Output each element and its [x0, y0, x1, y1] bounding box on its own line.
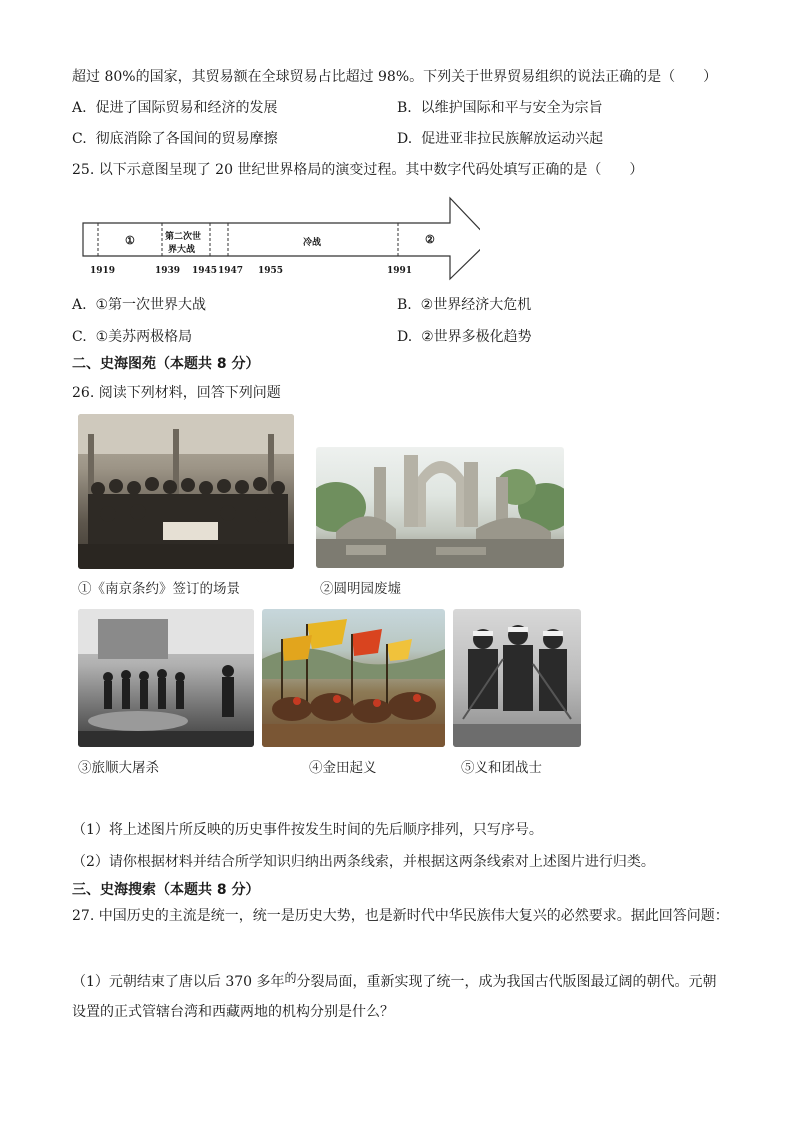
- photo-nanjing-treaty: [78, 414, 294, 569]
- timeline-seg1: ①: [125, 234, 135, 247]
- q26-sub2: （2）请你根据材料并结合所学知识归纳出两条线索，并根据这两条线索对上述图片进行归类。: [72, 854, 655, 870]
- q27-stem: 27. 中国历史的主流是统一，统一是历史大势，也是新时代中华民族伟大复兴的必然要求。据此回答问题：: [72, 908, 729, 924]
- q26-sub1: （1）将上述图片所反映的历史事件按发生时间的先后顺序排列，只写序号。: [72, 822, 543, 838]
- timeline-year-1991: 1991: [387, 266, 413, 276]
- section3-title: 三、史海搜索（本题共 8 分）: [72, 882, 260, 898]
- q24-option-b: B. 以维护国际和平与安全为宗旨: [397, 100, 603, 116]
- photo-jintian-uprising: [262, 609, 445, 747]
- q27-sub1-line2: 设置的正式管辖台湾和西藏两地的机构分别是什么？: [72, 1004, 394, 1020]
- q25-option-c: C. ①美苏两极格局: [72, 329, 193, 345]
- caption-photo-3: ③旅顺大屠杀: [78, 760, 159, 776]
- timeline-year-1919: 1919: [90, 266, 116, 276]
- q25-stem: 25. 以下示意图呈现了 20 世纪世界格局的演变过程。其中数字代码处填写正确的是（ ）: [72, 162, 644, 178]
- timeline-seg2-line1: 第二次世: [165, 232, 202, 242]
- photo-yuanmingyuan-ruins: [316, 447, 564, 568]
- q24-option-d: D. 促进亚非拉民族解放运动兴起: [397, 131, 604, 147]
- q25-option-a: A. ①第一次世界大战: [72, 297, 207, 313]
- q25-option-b: B. ②世界经济大危机: [397, 297, 532, 313]
- timeline-seg3: 冷战: [303, 238, 322, 248]
- caption-photo-1: ①《南京条约》签订的场景: [78, 581, 240, 597]
- photo-lushun-massacre: [78, 609, 254, 747]
- timeline-year-1947: 1947: [218, 266, 244, 276]
- q24-stem: 超过 80%的国家，其贸易额在全球贸易占比超过 98%。下列关于世界贸易组织的说法正确的是（ ）: [72, 69, 718, 85]
- timeline-seg4: ②: [425, 233, 435, 246]
- q24-option-c: C. 彻底消除了各国间的贸易摩擦: [72, 131, 278, 147]
- timeline-year-1955: 1955: [258, 266, 284, 276]
- caption-photo-4: ④金田起义: [309, 760, 377, 776]
- section2-title: 二、史海图苑（本题共 8 分）: [72, 356, 260, 372]
- q27-sub1-line1: （1）元朝结束了唐以后 370 多年的分裂局面，重新实现了统一，成为我国古代版图最辽阔的朝代。元朝: [72, 971, 717, 990]
- q24-option-a: A. 促进了国际贸易和经济的发展: [72, 100, 278, 116]
- timeline-year-1945: 1945: [192, 266, 218, 276]
- photo-boxer-fighters: [453, 609, 581, 747]
- caption-photo-2: ②圆明园废墟: [320, 581, 401, 597]
- q25-option-d: D. ②世界多极化趋势: [397, 329, 532, 345]
- timeline-year-1939: 1939: [155, 266, 181, 276]
- timeline-seg2-line2: 界大战: [168, 245, 196, 255]
- caption-photo-5: ⑤义和团战士: [461, 760, 542, 776]
- q26-stem: 26. 阅读下列材料，回答下列问题: [72, 385, 281, 401]
